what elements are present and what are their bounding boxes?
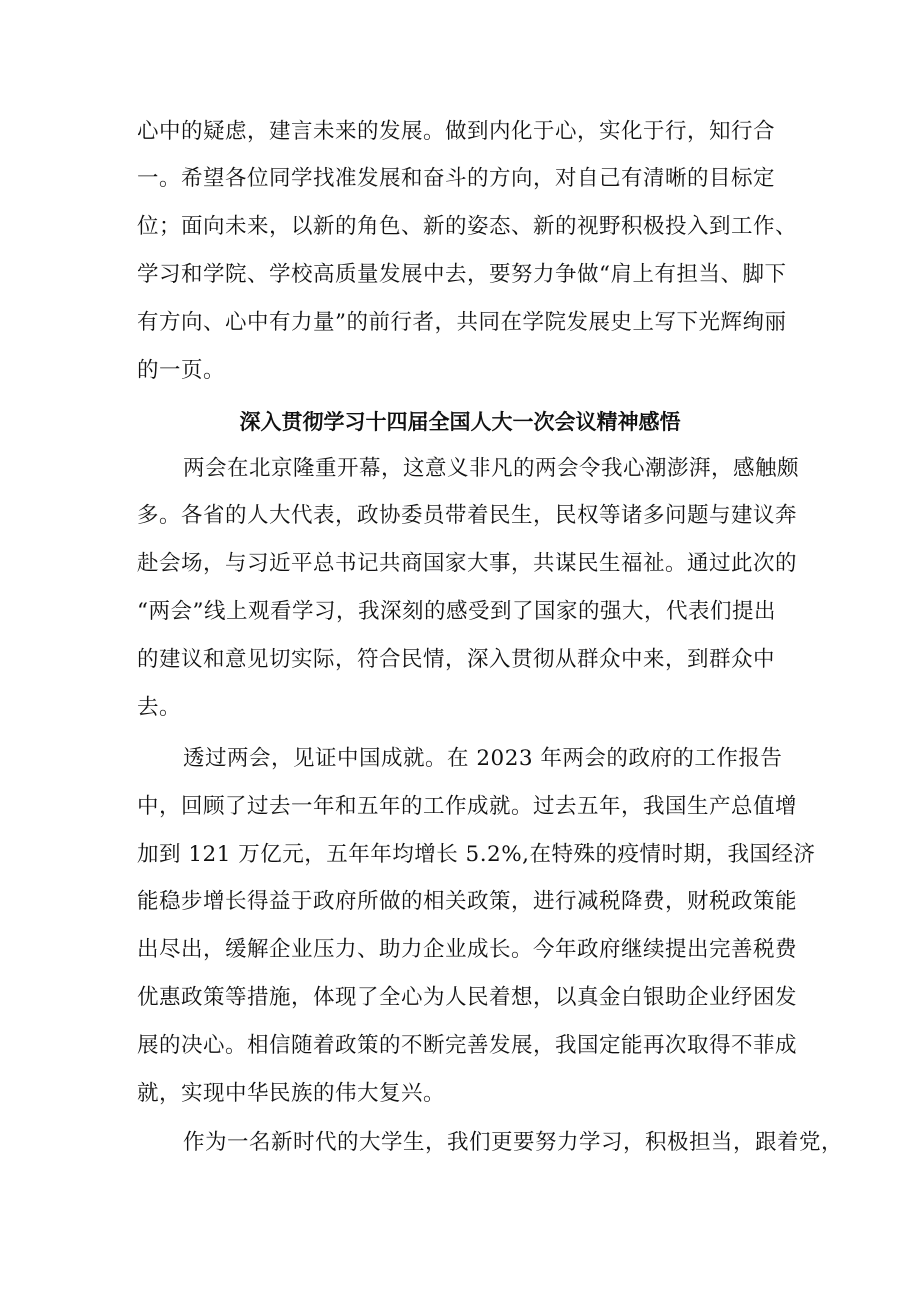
paragraph-line: 有方向、心中有力量”的前行者，共同在学院发展史上写下光辉绚丽 — [137, 310, 787, 335]
paragraph-line: 加到 121 万亿元，五年年均增长 5.2%,在特殊的疫情时期，我国经济 — [137, 842, 816, 867]
paragraph-line: 两会在北京隆重开幕，这意义非凡的两会令我心潮澎湃，感触颇 — [183, 456, 800, 481]
paragraph-line: 心中的疑虑，建言未来的发展。做到内化于心，实化于行，知行合 — [137, 119, 776, 144]
paragraph-line: 的一页。 — [137, 358, 226, 383]
paragraph-line: 能稳步增长得益于政府所做的相关政策，进行减税降费，财税政策能 — [137, 889, 798, 914]
paragraph-line: 出尽出，缓解企业压力、助力企业成长。今年政府继续提出完善税费 — [137, 937, 798, 962]
paragraph-line: “两会”线上观看学习，我深刻的感受到了国家的强大，代表们提出 — [137, 599, 776, 624]
paragraph-line: 多。各省的人大代表，政协委员带着民生，民权等诸多问题与建议奔 — [137, 503, 798, 528]
paragraph-line: 作为一名新时代的大学生，我们更要努力学习，积极担当，跟着党， — [183, 1130, 844, 1155]
section-title: 深入贯彻学习十四届全国人大一次会议精神感悟 — [239, 410, 681, 434]
paragraph-line: 位；面向未来，以新的角色、新的姿态、新的视野积极投入到工作、 — [137, 214, 798, 239]
paragraph-line: 透过两会，见证中国成就。在 2023 年两会的政府的工作报告 — [183, 746, 783, 771]
paragraph-line: 赴会场，与习近平总书记共商国家大事，共谋民生福祉。通过此次的 — [137, 551, 798, 576]
paragraph-line: 学习和学院、学校高质量发展中去，要努力争做“肩上有担当、脚下 — [137, 262, 787, 287]
paragraph-line: 的建议和意见切实际，符合民情，深入贯彻从群众中来，到群众中 — [137, 647, 776, 672]
paragraph-line: 一。希望各位同学找准发展和奋斗的方向，对自己有清晰的目标定 — [137, 166, 776, 191]
paragraph-line: 展的决心。相信随着政策的不断完善发展，我国定能再次取得不菲成 — [137, 1033, 798, 1058]
paragraph-line: 中，回顾了过去一年和五年的工作成就。过去五年，我国生产总值增 — [137, 794, 798, 819]
paragraph-line: 去。 — [137, 695, 182, 720]
paragraph-line: 优惠政策等措施，体现了全心为人民着想，以真金白银助企业纾困发 — [137, 985, 798, 1010]
paragraph-line: 就，实现中华民族的伟大复兴。 — [137, 1081, 446, 1106]
